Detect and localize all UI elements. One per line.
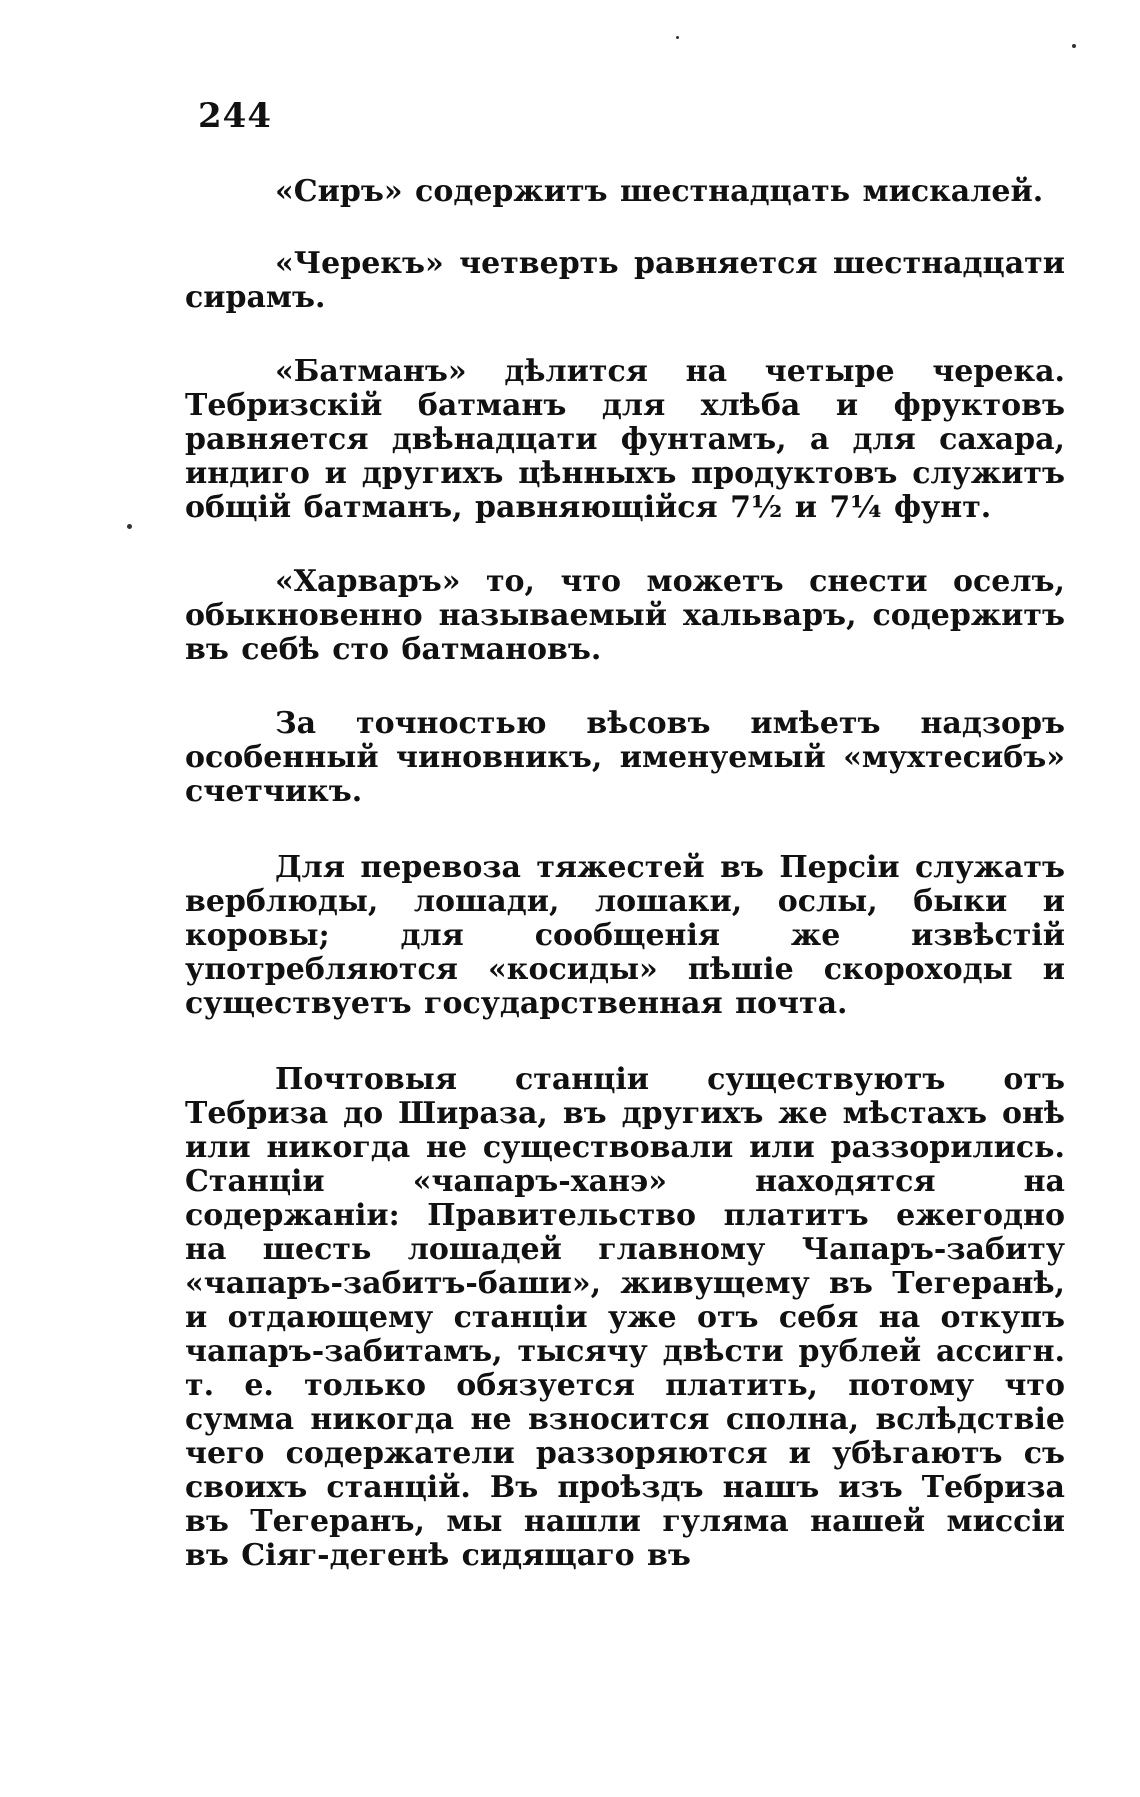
paragraph-batman: «Батманъ» дѣлится на четыре черека. Тебризскій батманъ для хлѣба и фруктовъ равняется двѣнадцати фунтамъ, а для сахара, индиго и другихъ цѣнныхъ продуктовъ служитъ общій батманъ, равняющійся 7½ и 7¼ фунт. bbox=[185, 354, 1065, 525]
paragraph-post-stations: Почтовыя станціи существуютъ отъ Тебриза до Шираза, въ другихъ же мѣстахъ онѣ или никогда не существовали или раззорились. Станціи «чапаръ-ханэ» находятся на содержаніи: Правительство платитъ ежегодно на шесть лошадей главному Чапаръ-забиту «чапаръ-забитъ-баши», живущему въ Тегеранѣ, и отдающему станціи уже отъ себя на откупъ чапаръ-забитамъ, тысячу двѣсти рублей ассигн. т. е. только обязуется платить, потому что сумма никогда не взносится сполна, вслѣдствіе чего содержатели раззоряются и убѣгаютъ съ своихъ станцій. Въ проѣздъ нашъ изъ Тебриза въ Тегеранъ, мы нашли гуляма нашей миссіи въ Сіяг-дегенѣ сидящаго въ bbox=[185, 1062, 1065, 1573]
paragraph-kharvar: «Харваръ» то, что можетъ снести оселъ, обыкновенно называемый хальваръ, содержитъ въ себѣ сто батмановъ. bbox=[185, 564, 1065, 667]
print-speck bbox=[1072, 44, 1076, 48]
page-number: 244 bbox=[198, 96, 272, 136]
paragraph-weights-inspector: За точностью вѣсовъ имѣетъ надзоръ особенный чиновникъ, именуемый «мухтесибъ» счетчикъ. bbox=[185, 706, 1065, 809]
text-block bbox=[185, 175, 1065, 1615]
paragraph-cherek: «Черекъ» четверть равняется шестнадцати сирамъ. bbox=[185, 246, 1065, 315]
paragraph-sir: «Сиръ» содержитъ шестнадцать мискалей. bbox=[275, 174, 1044, 209]
paragraph-transport: Для перевоза тяжестей въ Персіи служатъ верблюды, лошади, лошаки, ослы, быки и коровы; для сообщенія же извѣстій употребляются «косиды» пѣшіе скороходы и существуетъ государственная почта. bbox=[185, 850, 1065, 1021]
print-speck bbox=[127, 524, 132, 529]
print-speck bbox=[676, 36, 679, 39]
